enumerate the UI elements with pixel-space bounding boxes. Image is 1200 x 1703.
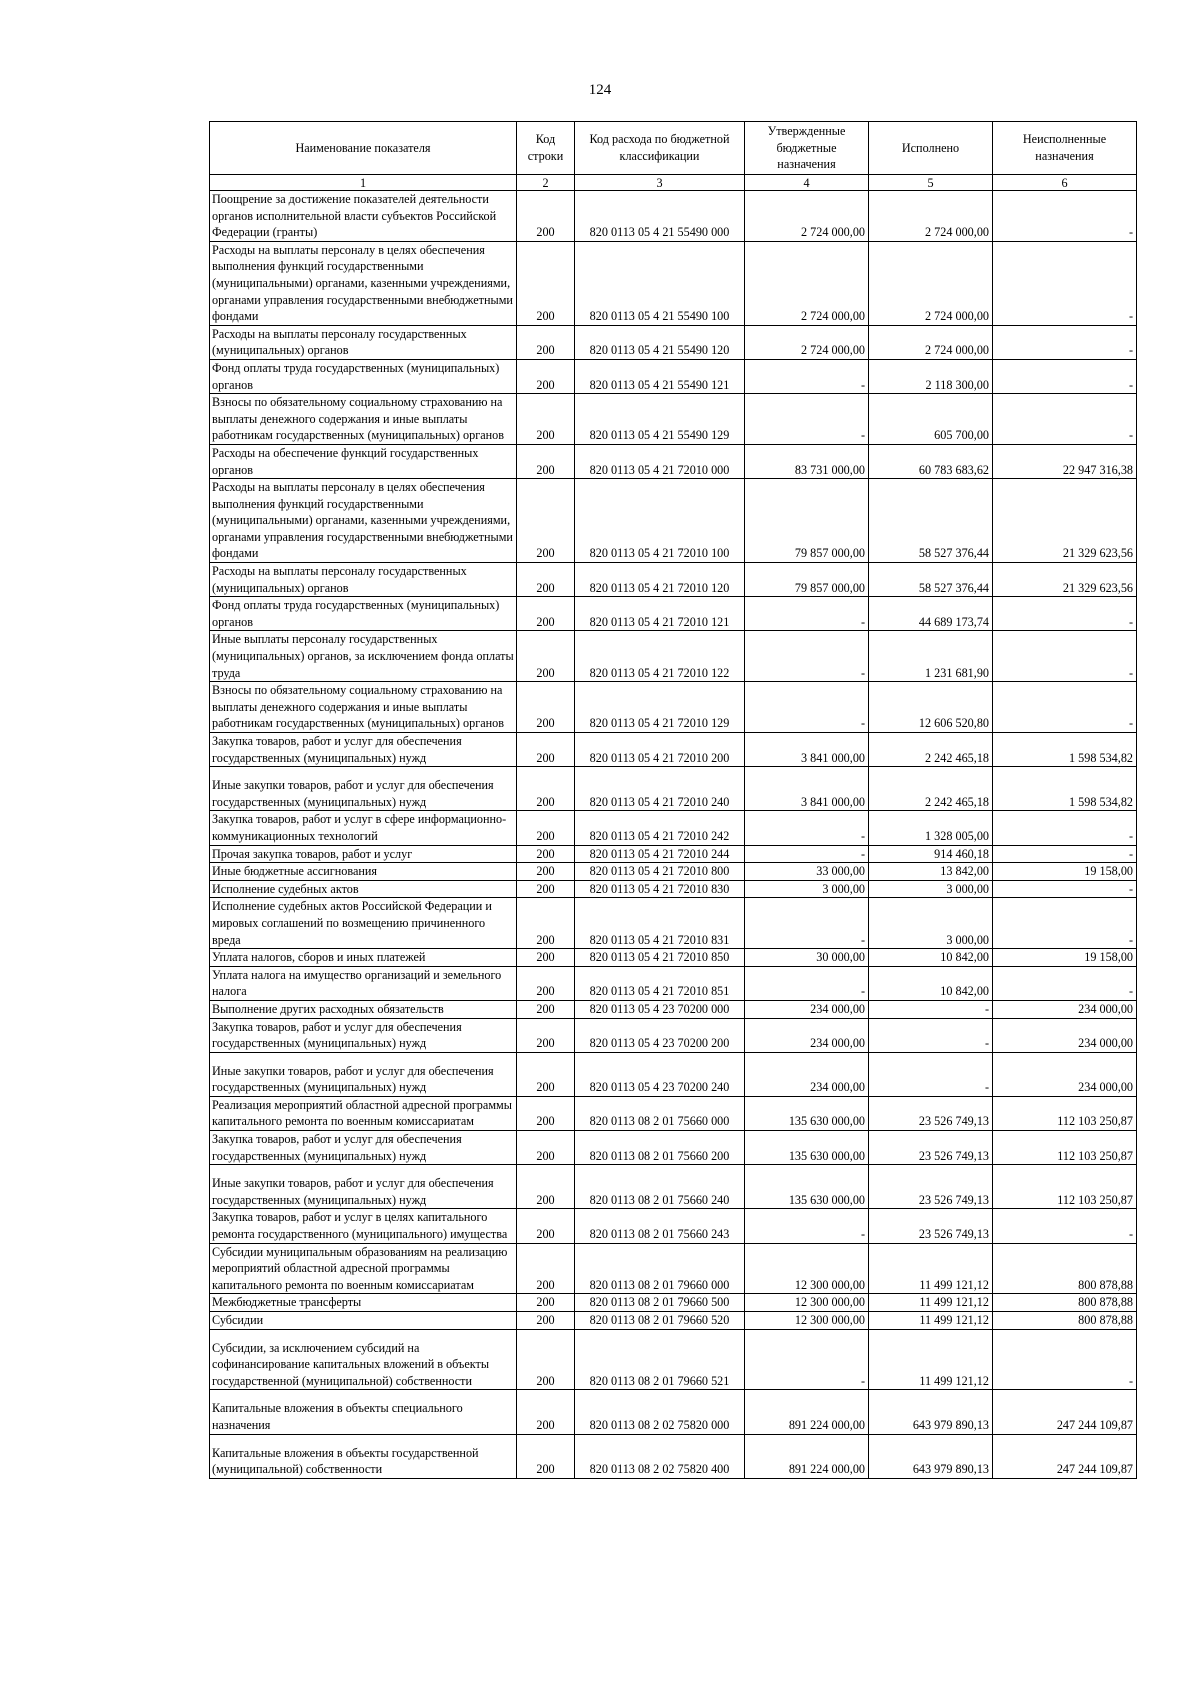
row-approved: 234 000,00 bbox=[745, 1000, 869, 1018]
table-row bbox=[210, 325, 1137, 359]
row-approved: - bbox=[745, 1329, 869, 1390]
row-line-code: 200 bbox=[517, 1329, 575, 1390]
table-row bbox=[210, 966, 1137, 1000]
row-line-code: 200 bbox=[517, 359, 575, 393]
row-name: Субсидии, за исключением субсидий на софинансирование капитальных вложений в объекты государственной (муниципальной) собственности bbox=[210, 1329, 517, 1390]
row-executed: 1 328 005,00 bbox=[869, 811, 993, 845]
row-line-code: 200 bbox=[517, 811, 575, 845]
row-executed: 23 526 749,13 bbox=[869, 1165, 993, 1209]
row-line-code: 200 bbox=[517, 325, 575, 359]
row-unexecuted: - bbox=[993, 682, 1137, 733]
table-row bbox=[210, 479, 1137, 563]
table-row bbox=[210, 191, 1137, 242]
row-budget-code: 820 0113 05 4 21 72010 242 bbox=[575, 811, 745, 845]
row-budget-code: 820 0113 08 2 01 75660 243 bbox=[575, 1209, 745, 1243]
table-header bbox=[210, 122, 1137, 191]
header-indicator-name: Наименование показателя bbox=[210, 122, 517, 175]
row-name: Межбюджетные трансферты bbox=[210, 1294, 517, 1312]
row-approved: 2 724 000,00 bbox=[745, 241, 869, 325]
row-unexecuted: 21 329 623,56 bbox=[993, 479, 1137, 563]
row-unexecuted: 19 158,00 bbox=[993, 863, 1137, 881]
row-approved: - bbox=[745, 394, 869, 445]
row-unexecuted: - bbox=[993, 191, 1137, 242]
row-executed: 11 499 121,12 bbox=[869, 1243, 993, 1294]
row-line-code: 200 bbox=[517, 563, 575, 597]
row-name: Реализация мероприятий областной адресной программы капитального ремонта по военным комиссариатам bbox=[210, 1096, 517, 1130]
row-executed: 2 118 300,00 bbox=[869, 359, 993, 393]
table-row bbox=[210, 1329, 1137, 1390]
row-unexecuted: - bbox=[993, 1329, 1137, 1390]
row-approved: 135 630 000,00 bbox=[745, 1131, 869, 1165]
table-row bbox=[210, 767, 1137, 811]
row-approved: - bbox=[745, 966, 869, 1000]
row-unexecuted: - bbox=[993, 845, 1137, 863]
row-name: Поощрение за достижение показателей деятельности органов исполнительной власти субъектов Российской Федерации (гранты) bbox=[210, 191, 517, 242]
row-line-code: 200 bbox=[517, 1390, 575, 1434]
row-unexecuted: 800 878,88 bbox=[993, 1243, 1137, 1294]
row-executed: 58 527 376,44 bbox=[869, 563, 993, 597]
row-budget-code: 820 0113 05 4 21 72010 129 bbox=[575, 682, 745, 733]
row-executed: 3 000,00 bbox=[869, 880, 993, 898]
header-line-code: Код строки bbox=[517, 122, 575, 175]
row-line-code: 200 bbox=[517, 767, 575, 811]
row-budget-code: 820 0113 05 4 21 72010 244 bbox=[575, 845, 745, 863]
table-row bbox=[210, 733, 1137, 767]
row-executed: 58 527 376,44 bbox=[869, 479, 993, 563]
row-name: Расходы на выплаты персоналу в целях обеспечения выполнения функций государственными (муниципальными) органами, казенными учреждениями, органами управления государственными внебюджетными фондами bbox=[210, 241, 517, 325]
row-line-code: 200 bbox=[517, 1018, 575, 1052]
header-executed: Исполнено bbox=[869, 122, 993, 175]
row-unexecuted: 112 103 250,87 bbox=[993, 1096, 1137, 1130]
row-approved: 891 224 000,00 bbox=[745, 1434, 869, 1478]
row-unexecuted: 247 244 109,87 bbox=[993, 1434, 1137, 1478]
row-approved: 33 000,00 bbox=[745, 863, 869, 881]
row-approved: 83 731 000,00 bbox=[745, 444, 869, 478]
header-approved: Утвержденные бюджетные назначения bbox=[745, 122, 869, 175]
row-budget-code: 820 0113 05 4 21 55490 121 bbox=[575, 359, 745, 393]
row-name: Уплата налога на имущество организаций и земельного налога bbox=[210, 966, 517, 1000]
row-executed: - bbox=[869, 1000, 993, 1018]
row-executed: 12 606 520,80 bbox=[869, 682, 993, 733]
row-line-code: 200 bbox=[517, 444, 575, 478]
row-approved: 79 857 000,00 bbox=[745, 479, 869, 563]
row-unexecuted: 112 103 250,87 bbox=[993, 1165, 1137, 1209]
table-row bbox=[210, 1131, 1137, 1165]
row-budget-code: 820 0113 08 2 01 79660 500 bbox=[575, 1294, 745, 1312]
row-approved: 234 000,00 bbox=[745, 1018, 869, 1052]
row-unexecuted: 234 000,00 bbox=[993, 1018, 1137, 1052]
row-executed: 2 724 000,00 bbox=[869, 191, 993, 242]
row-approved: - bbox=[745, 898, 869, 949]
table-row bbox=[210, 359, 1137, 393]
header-number: 2 bbox=[517, 175, 575, 191]
row-approved: 3 841 000,00 bbox=[745, 767, 869, 811]
row-line-code: 200 bbox=[517, 479, 575, 563]
row-line-code: 200 bbox=[517, 394, 575, 445]
row-unexecuted: 1 598 534,82 bbox=[993, 733, 1137, 767]
row-executed: 2 242 465,18 bbox=[869, 767, 993, 811]
row-budget-code: 820 0113 05 4 21 72010 240 bbox=[575, 767, 745, 811]
row-budget-code: 820 0113 05 4 21 72010 120 bbox=[575, 563, 745, 597]
table-row bbox=[210, 811, 1137, 845]
row-executed: 60 783 683,62 bbox=[869, 444, 993, 478]
row-line-code: 200 bbox=[517, 191, 575, 242]
row-name: Иные закупки товаров, работ и услуг для обеспечения государственных (муниципальных) нужд bbox=[210, 1165, 517, 1209]
row-budget-code: 820 0113 08 2 01 75660 240 bbox=[575, 1165, 745, 1209]
table-body bbox=[210, 191, 1137, 1479]
row-line-code: 200 bbox=[517, 1243, 575, 1294]
row-line-code: 200 bbox=[517, 1096, 575, 1130]
row-unexecuted: - bbox=[993, 394, 1137, 445]
row-executed: 13 842,00 bbox=[869, 863, 993, 881]
row-line-code: 200 bbox=[517, 966, 575, 1000]
table-row bbox=[210, 1390, 1137, 1434]
row-name: Исполнение судебных актов Российской Федерации и мировых соглашений по возмещению причиненного вреда bbox=[210, 898, 517, 949]
row-budget-code: 820 0113 05 4 21 72010 800 bbox=[575, 863, 745, 881]
header-budget-code: Код расхода по бюджетной классификации bbox=[575, 122, 745, 175]
row-line-code: 200 bbox=[517, 1294, 575, 1312]
row-name: Иные закупки товаров, работ и услуг для обеспечения государственных (муниципальных) нужд bbox=[210, 767, 517, 811]
row-unexecuted: 247 244 109,87 bbox=[993, 1390, 1137, 1434]
row-name: Закупка товаров, работ и услуг в сфере информационно-коммуникационных технологий bbox=[210, 811, 517, 845]
row-line-code: 200 bbox=[517, 845, 575, 863]
row-name: Иные выплаты персоналу государственных (муниципальных) органов, за исключением фонда оплаты труда bbox=[210, 631, 517, 682]
row-unexecuted: 800 878,88 bbox=[993, 1312, 1137, 1330]
row-approved: 3 000,00 bbox=[745, 880, 869, 898]
row-unexecuted: 22 947 316,38 bbox=[993, 444, 1137, 478]
row-approved: 12 300 000,00 bbox=[745, 1243, 869, 1294]
row-approved: - bbox=[745, 845, 869, 863]
row-name: Иные закупки товаров, работ и услуг для обеспечения государственных (муниципальных) нужд bbox=[210, 1052, 517, 1096]
row-name: Закупка товаров, работ и услуг для обеспечения государственных (муниципальных) нужд bbox=[210, 733, 517, 767]
row-line-code: 200 bbox=[517, 682, 575, 733]
row-name: Капитальные вложения в объекты специального назначения bbox=[210, 1390, 517, 1434]
row-budget-code: 820 0113 08 2 02 75820 400 bbox=[575, 1434, 745, 1478]
row-budget-code: 820 0113 05 4 21 72010 121 bbox=[575, 597, 745, 631]
row-approved: 3 841 000,00 bbox=[745, 733, 869, 767]
table-row bbox=[210, 880, 1137, 898]
table-row bbox=[210, 863, 1137, 881]
row-line-code: 200 bbox=[517, 863, 575, 881]
row-name: Взносы по обязательному социальному страхованию на выплаты денежного содержания и иные выплаты работникам государственных (муниципальных) органов bbox=[210, 394, 517, 445]
row-budget-code: 820 0113 08 2 01 79660 520 bbox=[575, 1312, 745, 1330]
row-line-code: 200 bbox=[517, 1052, 575, 1096]
row-executed: 1 231 681,90 bbox=[869, 631, 993, 682]
row-approved: 891 224 000,00 bbox=[745, 1390, 869, 1434]
header-number: 4 bbox=[745, 175, 869, 191]
table-row bbox=[210, 241, 1137, 325]
row-line-code: 200 bbox=[517, 1165, 575, 1209]
header-number: 3 bbox=[575, 175, 745, 191]
row-name: Закупка товаров, работ и услуг в целях капитального ремонта государственного (муниципального) имущества bbox=[210, 1209, 517, 1243]
row-executed: 11 499 121,12 bbox=[869, 1294, 993, 1312]
row-approved: - bbox=[745, 682, 869, 733]
row-line-code: 200 bbox=[517, 1209, 575, 1243]
row-approved: 234 000,00 bbox=[745, 1052, 869, 1096]
row-line-code: 200 bbox=[517, 597, 575, 631]
row-budget-code: 820 0113 05 4 21 72010 850 bbox=[575, 949, 745, 967]
row-approved: 79 857 000,00 bbox=[745, 563, 869, 597]
row-approved: - bbox=[745, 631, 869, 682]
row-unexecuted: - bbox=[993, 811, 1137, 845]
row-budget-code: 820 0113 05 4 21 72010 200 bbox=[575, 733, 745, 767]
table-row bbox=[210, 394, 1137, 445]
row-executed: 2 724 000,00 bbox=[869, 241, 993, 325]
table-row bbox=[210, 1243, 1137, 1294]
row-unexecuted: 800 878,88 bbox=[993, 1294, 1137, 1312]
row-budget-code: 820 0113 08 2 01 75660 000 bbox=[575, 1096, 745, 1130]
row-approved: - bbox=[745, 597, 869, 631]
row-approved: 135 630 000,00 bbox=[745, 1165, 869, 1209]
table-row bbox=[210, 1312, 1137, 1330]
row-budget-code: 820 0113 05 4 21 72010 122 bbox=[575, 631, 745, 682]
row-approved: 2 724 000,00 bbox=[745, 191, 869, 242]
row-budget-code: 820 0113 05 4 23 70200 240 bbox=[575, 1052, 745, 1096]
row-unexecuted: 234 000,00 bbox=[993, 1000, 1137, 1018]
row-unexecuted: - bbox=[993, 241, 1137, 325]
header-number: 1 bbox=[210, 175, 517, 191]
row-budget-code: 820 0113 05 4 23 70200 200 bbox=[575, 1018, 745, 1052]
row-executed: 914 460,18 bbox=[869, 845, 993, 863]
table-row bbox=[210, 563, 1137, 597]
row-name: Расходы на обеспечение функций государственных органов bbox=[210, 444, 517, 478]
row-unexecuted: 112 103 250,87 bbox=[993, 1131, 1137, 1165]
row-executed: 3 000,00 bbox=[869, 898, 993, 949]
header-unexecuted: Неисполненные назначения bbox=[993, 122, 1137, 175]
page-number: 124 bbox=[588, 82, 612, 98]
table-row bbox=[210, 597, 1137, 631]
row-name: Субсидии муниципальным образованиям на реализацию мероприятий областной адресной программы капитального ремонта по военным комиссариатам bbox=[210, 1243, 517, 1294]
row-unexecuted: - bbox=[993, 966, 1137, 1000]
row-executed: 23 526 749,13 bbox=[869, 1131, 993, 1165]
row-approved: 2 724 000,00 bbox=[745, 325, 869, 359]
row-name: Расходы на выплаты персоналу в целях обеспечения выполнения функций государственными (муниципальными) органами, казенными учреждениями, органами управления государственными внебюджетными фондами bbox=[210, 479, 517, 563]
row-line-code: 200 bbox=[517, 733, 575, 767]
row-executed: 643 979 890,13 bbox=[869, 1434, 993, 1478]
table-row bbox=[210, 1209, 1137, 1243]
row-executed: 2 724 000,00 bbox=[869, 325, 993, 359]
row-executed: 23 526 749,13 bbox=[869, 1209, 993, 1243]
row-unexecuted: - bbox=[993, 359, 1137, 393]
row-unexecuted: 234 000,00 bbox=[993, 1052, 1137, 1096]
row-unexecuted: - bbox=[993, 325, 1137, 359]
row-unexecuted: 19 158,00 bbox=[993, 949, 1137, 967]
row-line-code: 200 bbox=[517, 949, 575, 967]
row-budget-code: 820 0113 05 4 21 72010 000 bbox=[575, 444, 745, 478]
table-row bbox=[210, 631, 1137, 682]
row-line-code: 200 bbox=[517, 880, 575, 898]
row-approved: 12 300 000,00 bbox=[745, 1312, 869, 1330]
table-row bbox=[210, 898, 1137, 949]
row-name: Капитальные вложения в объекты государственной (муниципальной) собственности bbox=[210, 1434, 517, 1478]
row-name: Расходы на выплаты персоналу государственных (муниципальных) органов bbox=[210, 325, 517, 359]
row-approved: 135 630 000,00 bbox=[745, 1096, 869, 1130]
row-executed: 10 842,00 bbox=[869, 966, 993, 1000]
row-budget-code: 820 0113 05 4 21 55490 120 bbox=[575, 325, 745, 359]
row-executed: - bbox=[869, 1018, 993, 1052]
row-executed: 44 689 173,74 bbox=[869, 597, 993, 631]
row-budget-code: 820 0113 05 4 21 72010 851 bbox=[575, 966, 745, 1000]
row-unexecuted: 1 598 534,82 bbox=[993, 767, 1137, 811]
row-unexecuted: 21 329 623,56 bbox=[993, 563, 1137, 597]
row-line-code: 200 bbox=[517, 898, 575, 949]
row-line-code: 200 bbox=[517, 1312, 575, 1330]
row-budget-code: 820 0113 08 2 01 75660 200 bbox=[575, 1131, 745, 1165]
row-line-code: 200 bbox=[517, 241, 575, 325]
row-budget-code: 820 0113 05 4 21 55490 000 bbox=[575, 191, 745, 242]
row-unexecuted: - bbox=[993, 631, 1137, 682]
row-name: Исполнение судебных актов bbox=[210, 880, 517, 898]
table-row bbox=[210, 1018, 1137, 1052]
row-approved: 30 000,00 bbox=[745, 949, 869, 967]
table-row bbox=[210, 845, 1137, 863]
table-row bbox=[210, 1165, 1137, 1209]
row-line-code: 200 bbox=[517, 1000, 575, 1018]
row-executed: 643 979 890,13 bbox=[869, 1390, 993, 1434]
row-approved: - bbox=[745, 1209, 869, 1243]
row-budget-code: 820 0113 08 2 02 75820 000 bbox=[575, 1390, 745, 1434]
row-line-code: 200 bbox=[517, 631, 575, 682]
row-executed: 605 700,00 bbox=[869, 394, 993, 445]
row-executed: 11 499 121,12 bbox=[869, 1329, 993, 1390]
row-executed: 10 842,00 bbox=[869, 949, 993, 967]
table-row bbox=[210, 1294, 1137, 1312]
table-row bbox=[210, 949, 1137, 967]
row-budget-code: 820 0113 05 4 21 72010 831 bbox=[575, 898, 745, 949]
row-approved: - bbox=[745, 811, 869, 845]
row-budget-code: 820 0113 05 4 21 55490 100 bbox=[575, 241, 745, 325]
row-budget-code: 820 0113 05 4 21 55490 129 bbox=[575, 394, 745, 445]
row-executed: - bbox=[869, 1052, 993, 1096]
row-name: Фонд оплаты труда государственных (муниципальных) органов bbox=[210, 597, 517, 631]
table-row bbox=[210, 444, 1137, 478]
row-unexecuted: - bbox=[993, 597, 1137, 631]
row-unexecuted: - bbox=[993, 880, 1137, 898]
row-name: Прочая закупка товаров, работ и услуг bbox=[210, 845, 517, 863]
row-budget-code: 820 0113 05 4 21 72010 830 bbox=[575, 880, 745, 898]
table-row bbox=[210, 1434, 1137, 1478]
row-approved: 12 300 000,00 bbox=[745, 1294, 869, 1312]
row-executed: 2 242 465,18 bbox=[869, 733, 993, 767]
row-budget-code: 820 0113 08 2 01 79660 521 bbox=[575, 1329, 745, 1390]
header-number: 6 bbox=[993, 175, 1137, 191]
row-executed: 11 499 121,12 bbox=[869, 1312, 993, 1330]
row-line-code: 200 bbox=[517, 1131, 575, 1165]
row-unexecuted: - bbox=[993, 1209, 1137, 1243]
row-name: Расходы на выплаты персоналу государственных (муниципальных) органов bbox=[210, 563, 517, 597]
row-name: Уплата налогов, сборов и иных платежей bbox=[210, 949, 517, 967]
table-row bbox=[210, 1096, 1137, 1130]
row-budget-code: 820 0113 08 2 01 79660 000 bbox=[575, 1243, 745, 1294]
row-name: Субсидии bbox=[210, 1312, 517, 1330]
row-unexecuted: - bbox=[993, 898, 1137, 949]
row-line-code: 200 bbox=[517, 1434, 575, 1478]
row-approved: - bbox=[745, 359, 869, 393]
row-budget-code: 820 0113 05 4 23 70200 000 bbox=[575, 1000, 745, 1018]
row-name: Иные бюджетные ассигнования bbox=[210, 863, 517, 881]
row-executed: 23 526 749,13 bbox=[869, 1096, 993, 1130]
row-name: Закупка товаров, работ и услуг для обеспечения государственных (муниципальных) нужд bbox=[210, 1131, 517, 1165]
row-name: Закупка товаров, работ и услуг для обеспечения государственных (муниципальных) нужд bbox=[210, 1018, 517, 1052]
table-row bbox=[210, 1052, 1137, 1096]
budget-execution-table bbox=[209, 121, 1137, 1479]
row-name: Выполнение других расходных обязательств bbox=[210, 1000, 517, 1018]
row-budget-code: 820 0113 05 4 21 72010 100 bbox=[575, 479, 745, 563]
row-name: Взносы по обязательному социальному страхованию на выплаты денежного содержания и иные выплаты работникам государственных (муниципальных) органов bbox=[210, 682, 517, 733]
table-row bbox=[210, 1000, 1137, 1018]
header-number: 5 bbox=[869, 175, 993, 191]
table-row bbox=[210, 682, 1137, 733]
row-name: Фонд оплаты труда государственных (муниципальных) органов bbox=[210, 359, 517, 393]
